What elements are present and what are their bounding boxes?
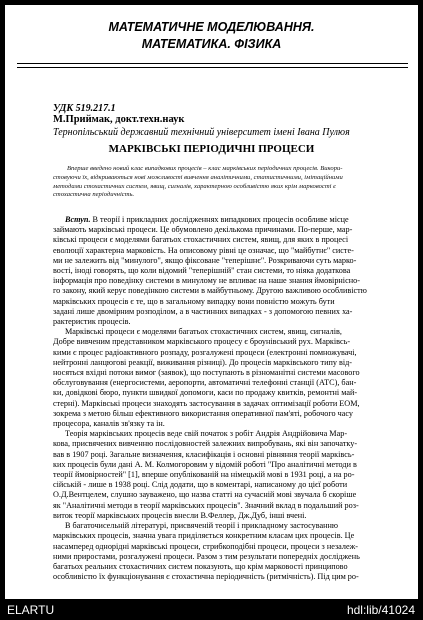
body-line-text: сійській - лише в 1938 році. Слід додати, що в коментарі, написаному до цієї роботи bbox=[53, 480, 348, 490]
body-line-text: виток теорії марківських процесів внесли В.Феллер, Дж.Дуб, інші вчені. bbox=[53, 510, 307, 520]
body-line bbox=[53, 358, 397, 368]
handle-identifier: hdl:lib/41024 bbox=[346, 603, 415, 617]
body-line bbox=[53, 368, 397, 378]
body-line-text: стерні). Марківські процеси знаходять застосування в задачах оптимізації роботи ЕОМ, bbox=[53, 398, 360, 408]
body-line-text: процесора, каналів зв'язку та ін. bbox=[53, 419, 165, 429]
body-line-text: Марківські процеси є моделями багатьох стохастичних систем, явищ, сигналів, bbox=[65, 327, 342, 337]
body-line-text: О.Д.Вентцелем, слушно зауважено, що назва статті на сучасній мові звучала б скоріше bbox=[53, 490, 357, 500]
body-line bbox=[53, 399, 397, 409]
body-line bbox=[53, 470, 397, 480]
body-line-text: В теорії і прикладних дослідженнях випадкових процесів особливе місце bbox=[90, 215, 349, 224]
body-line bbox=[53, 439, 397, 449]
body-line-text: вав в 1907 році. Загальне визначення, класифікація і основні рівняння теорії марківсь- bbox=[53, 449, 355, 459]
body-paragraph bbox=[53, 521, 397, 582]
body-line-text: го закону, який керує поведінкою системи в майбутньому. Другою важливою особливістю bbox=[53, 286, 367, 296]
body-line-text: зокрема з метою більш ефективного використання оперативної пам'яті, робочого часу bbox=[53, 408, 354, 418]
author-name: М.Приймак, докт.техн.наук bbox=[53, 114, 185, 125]
body-line bbox=[53, 297, 397, 307]
body-paragraph bbox=[53, 215, 397, 327]
body-line-text: Теорія марківських процесів веде свій початок з робіт Андрія Андрійовича Мар- bbox=[65, 429, 348, 439]
header-rule-top bbox=[17, 63, 408, 64]
body-paragraph bbox=[53, 327, 397, 429]
body-line-text: інформація про поведінку системи в минулому не впливає на наше знання ймовірнісно- bbox=[53, 276, 360, 286]
body-line bbox=[53, 235, 397, 245]
author-affiliation: Тернопільський державний технічний університет імені Івана Пулюя bbox=[53, 127, 350, 138]
body-line-text: теорії ймовірностей" [1], вперше опублікованій на німецькій мові в 1931 році, а на ро- bbox=[53, 470, 355, 480]
body-line bbox=[53, 552, 397, 562]
body-line-text: обслуговування (енергосистеми, аеропорти, автоматичні телефонні станції (АТС), бан- bbox=[53, 378, 357, 388]
body-line-text: насамперед однорідні марківські процеси, стрибкоподібні процеси, процеси з незалеж- bbox=[53, 541, 358, 551]
body-line bbox=[53, 511, 397, 521]
body-line bbox=[53, 317, 397, 327]
body-line bbox=[53, 276, 397, 286]
body-line-text: займають марківські процеси. Це обумовлено декількома причинами. По-перше, мар- bbox=[53, 225, 353, 235]
body-line-text: кова, присвячених вивченню послідовностей залежних випробувань, які він започатку- bbox=[53, 439, 358, 449]
journal-header bbox=[5, 19, 418, 53]
body-line bbox=[53, 246, 397, 256]
section-lead: Вступ. bbox=[65, 215, 91, 224]
body-line-text: В багаточисельній літературі, присвяченій теорії і прикладному застосуванню bbox=[65, 521, 339, 531]
abstract-line: Вперше введено новий клас випадкових процесів – клас марківських періодичних процесів. Викори- bbox=[67, 165, 343, 172]
body-line-text: багатьох реальних стохастичних систем показують, що крім марковості принципово bbox=[53, 561, 348, 571]
body-line-text: Добре вивченим представником марківського процесу є броунівський рух. Марківсь- bbox=[53, 337, 351, 347]
body-line-text: особливістю їх функціонування є стохастична періодичність (ритмічність). Під цим ро- bbox=[53, 572, 359, 582]
abstract-line: стовуючи їх, відкриваються нові можливості вивчення аналітичними, статистичними, імітаційними bbox=[53, 173, 343, 181]
document-page bbox=[5, 5, 418, 599]
article-body bbox=[53, 215, 397, 582]
body-line-text: вості, іноді говорять, що коли відомий "теперішній" стан системи, то ніяка додаткова bbox=[53, 266, 351, 276]
body-line-text: ми не залежить від "минулого", якщо фіксоване "теперішнє". Розкриваючи суть марко- bbox=[53, 255, 357, 265]
body-line bbox=[53, 327, 397, 337]
body-line bbox=[53, 337, 397, 347]
body-line bbox=[53, 409, 397, 419]
body-line-text: кими є процес радіоактивного розпаду, розгалужені процеси (електронні помножувачі, bbox=[53, 347, 357, 357]
body-line bbox=[53, 429, 397, 439]
body-line bbox=[53, 256, 397, 266]
udc-code: УДК 519.217.1 bbox=[53, 103, 116, 114]
body-line bbox=[53, 562, 397, 572]
body-line bbox=[53, 501, 397, 511]
body-line bbox=[53, 378, 397, 388]
body-line bbox=[53, 460, 397, 470]
body-line-text: марківських процесів, значна увага приділяється конкретним класам цих процесів. Це bbox=[53, 531, 355, 541]
body-line bbox=[53, 225, 397, 235]
body-line bbox=[53, 450, 397, 460]
body-line-text: ки, довідкові бюро, пункти швидкої допомоги, каси по продажу квитків, ремонтні май- bbox=[53, 388, 358, 398]
body-line-text: нейтронні ланцюгові реакції, виживання різниці). До процесів марківського типу від- bbox=[53, 357, 353, 367]
body-line-text: марківських процесів є те, що в загальному випадку вони повністю можуть бути bbox=[53, 296, 335, 306]
body-line bbox=[53, 419, 397, 429]
body-line bbox=[53, 388, 397, 398]
body-line bbox=[53, 307, 397, 317]
body-line bbox=[53, 542, 397, 552]
abstract bbox=[53, 165, 395, 200]
body-line-text: ними приростами, розгалужені процеси. Разом з тим результати попередніх досліджень bbox=[53, 551, 360, 561]
body-line bbox=[53, 286, 397, 296]
body-paragraph bbox=[53, 429, 397, 521]
journal-header-line-1: МАТЕМАТИЧНЕ МОДЕЛЮВАННЯ. bbox=[108, 20, 315, 34]
body-line-text: носяться вхідні потоки вимог (заявок), що поступають в різноманітні системи масового bbox=[53, 368, 360, 378]
body-line bbox=[53, 531, 397, 541]
abstract-line: стохастична періодичність. bbox=[53, 191, 135, 199]
body-line-text: еволюції характерна марковість. На описовому рівні це означає, що "майбутнє" систе- bbox=[53, 245, 354, 255]
body-line bbox=[53, 572, 397, 582]
body-line bbox=[53, 521, 397, 531]
body-line bbox=[53, 490, 397, 500]
body-line bbox=[53, 480, 397, 490]
body-line bbox=[53, 266, 397, 276]
body-line-text: як "Аналітичні методи в теорії марківських процесів". Значний вклад в подальший роз- bbox=[53, 500, 359, 510]
header-rule-bottom bbox=[17, 67, 408, 68]
article-title: МАРКІВСЬКІ ПЕРІОДИЧНІ ПРОЦЕСИ bbox=[108, 143, 315, 155]
body-line-text: задані лише двомірним розподілом, а в частинних випадках - з допомогою певних ха- bbox=[53, 306, 353, 316]
body-line bbox=[53, 348, 397, 358]
body-line bbox=[53, 215, 397, 225]
body-line-text: рактеристик процесів. bbox=[53, 317, 131, 327]
body-line-text: ких процесів були дані А. М. Колмогоровим у відомій роботі "Про аналітичні методи в bbox=[53, 459, 357, 469]
journal-header-line-2: МАТЕМАТИКА. ФІЗИКА bbox=[141, 37, 282, 51]
viewer-footer bbox=[0, 599, 423, 620]
body-line-text: ківські процеси є моделями багатьох стохастичних систем, явищ, для яких в процесі bbox=[53, 235, 349, 245]
repository-label: ELARTU bbox=[7, 603, 55, 617]
abstract-line: методами стохастичних систем, явищ, сигналів, характерною особливістю яких крім марковості є bbox=[53, 182, 336, 190]
